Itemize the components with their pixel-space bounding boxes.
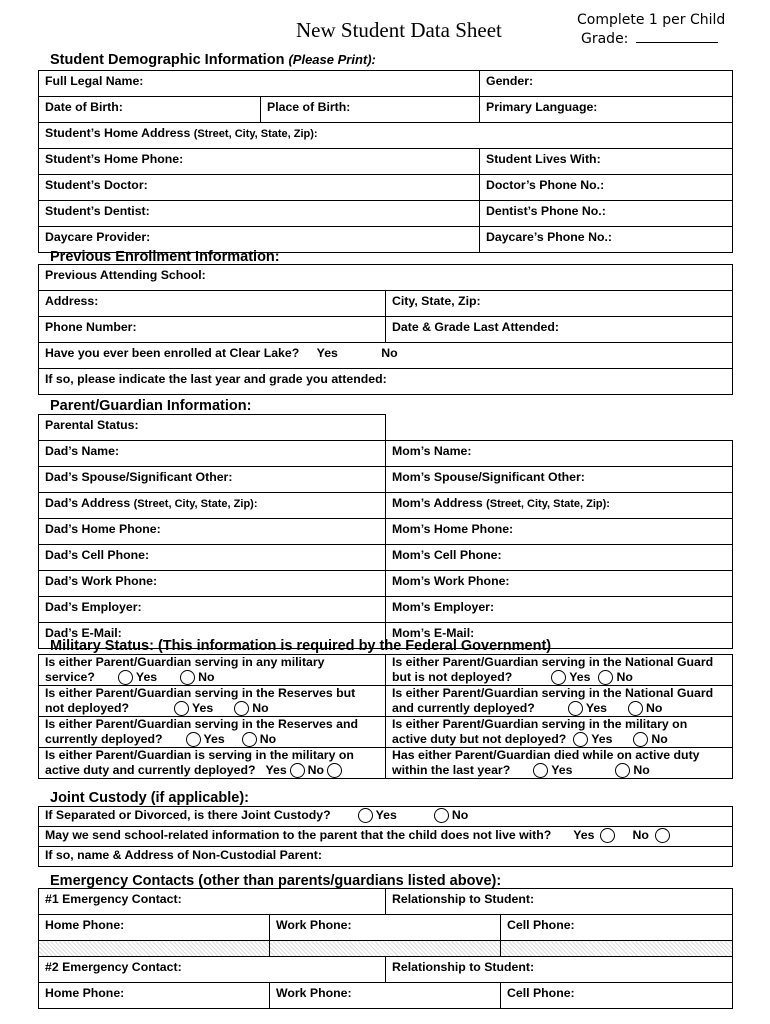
- emergency-1-work-phone[interactable]: Work Phone:: [270, 915, 501, 941]
- enrollment-table: [38, 264, 733, 395]
- military-section-title: Military Status: (This information is required by the Federal Government): [50, 638, 552, 654]
- q1-yes-radio[interactable]: [118, 670, 133, 685]
- last-year-grade-field[interactable]: If so, please indicate the last year and grade you attended:: [39, 369, 733, 395]
- q8-yes-radio[interactable]: [533, 763, 548, 778]
- dentist-phone-field[interactable]: Dentist’s Phone No.:: [480, 201, 733, 227]
- q2-yes-radio[interactable]: [551, 670, 566, 685]
- q5-no-radio[interactable]: [242, 732, 257, 747]
- enrolled-question: Have you ever been enrolled at Clear Lake? Yes No: [39, 343, 733, 369]
- q6-yes-radio[interactable]: [573, 732, 588, 747]
- non-custodial-parent-field[interactable]: If so, name & Address of Non-Custodial Parent:: [39, 847, 733, 867]
- emergency-1-cell-phone[interactable]: Cell Phone:: [501, 915, 733, 941]
- dad-spouse-field[interactable]: Dad’s Spouse/Significant Other:: [39, 467, 386, 493]
- emergency-relationship-2-field[interactable]: Relationship to Student:: [386, 957, 733, 983]
- emergency-2-work-phone[interactable]: Work Phone:: [270, 983, 501, 1009]
- date-grade-field[interactable]: Date & Grade Last Attended:: [386, 317, 733, 343]
- grade-input-line[interactable]: [636, 30, 718, 43]
- dad-email-field[interactable]: Dad’s E-Mail:: [39, 623, 386, 649]
- dad-home-phone-field[interactable]: Dad’s Home Phone:: [39, 519, 386, 545]
- previous-phone-field[interactable]: Phone Number:: [39, 317, 386, 343]
- grade-field: [577, 30, 725, 49]
- dad-employer-field[interactable]: Dad’s Employer:: [39, 597, 386, 623]
- emergency-2-cell-phone[interactable]: Cell Phone:: [501, 983, 733, 1009]
- emergency-1-home-phone[interactable]: Home Phone:: [39, 915, 270, 941]
- dad-work-field[interactable]: Dad’s Work Phone:: [39, 571, 386, 597]
- lives-with-field[interactable]: Student Lives With:: [480, 149, 733, 175]
- custody-table: [38, 806, 733, 867]
- q2-no-radio[interactable]: [598, 670, 613, 685]
- page-title: New Student Data Sheet: [296, 18, 502, 42]
- custody-q2: May we send school-related information to the parent that the child does not live with? Yes No: [39, 827, 733, 847]
- emergency-relationship-1-field[interactable]: Relationship to Student:: [386, 889, 733, 915]
- doctor-field[interactable]: Student’s Doctor:: [39, 175, 480, 201]
- military-q4: Is either Parent/Guardian serving in the National Guard and currently deployed? Yes No: [386, 686, 733, 717]
- full-legal-name-field[interactable]: Full Legal Name:: [39, 71, 480, 97]
- mom-work-field[interactable]: Mom’s Work Phone:: [386, 571, 733, 597]
- dad-address-field[interactable]: Dad’s Address (Street, City, State, Zip):: [39, 493, 386, 519]
- military-q3: Is either Parent/Guardian serving in the Reserves but not deployed? Yes No: [39, 686, 386, 717]
- enrolled-yes[interactable]: Yes: [316, 346, 338, 360]
- home-phone-field[interactable]: Student’s Home Phone:: [39, 149, 480, 175]
- enrolled-no[interactable]: No: [381, 346, 398, 360]
- previous-city-state-zip-field[interactable]: City, State, Zip:: [386, 291, 733, 317]
- q8-no-radio[interactable]: [615, 763, 630, 778]
- emergency-contact-1-field[interactable]: #1 Emergency Contact:: [39, 889, 386, 915]
- dad-cell-field[interactable]: Dad’s Cell Phone:: [39, 545, 386, 571]
- daycare-field[interactable]: Daycare Provider:: [39, 227, 480, 253]
- demographic-note: (Please Print):: [288, 52, 376, 67]
- q6-no-radio[interactable]: [633, 732, 648, 747]
- military-q1: Is either Parent/Guardian serving in any military service? Yes No: [39, 655, 386, 686]
- mom-cell-field[interactable]: Mom’s Cell Phone:: [386, 545, 733, 571]
- enrollment-section-title: Previous Enrollment Information:: [50, 249, 280, 265]
- mom-name-field[interactable]: Mom’s Name:: [386, 441, 733, 467]
- demographic-title-text: Student Demographic Information: [50, 52, 285, 68]
- q4-no-radio[interactable]: [628, 701, 643, 716]
- shaded-divider: [501, 941, 733, 957]
- mom-home-phone-field[interactable]: Mom’s Home Phone:: [386, 519, 733, 545]
- dentist-field[interactable]: Student’s Dentist:: [39, 201, 480, 227]
- gender-field[interactable]: Gender:: [480, 71, 733, 97]
- previous-address-field[interactable]: Address:: [39, 291, 386, 317]
- doctor-phone-field[interactable]: Doctor’s Phone No.:: [480, 175, 733, 201]
- custody-q1-no-radio[interactable]: [434, 808, 449, 823]
- custody-q2-yes-radio[interactable]: [600, 828, 615, 843]
- custody-q1-yes-radio[interactable]: [358, 808, 373, 823]
- emergency-2-home-phone[interactable]: Home Phone:: [39, 983, 270, 1009]
- custody-q1: If Separated or Divorced, is there Joint Custody? Yes No: [39, 807, 733, 827]
- military-q2: Is either Parent/Guardian serving in the National Guard but is not deployed? Yes No: [386, 655, 733, 686]
- q7-no-radio[interactable]: [327, 763, 342, 778]
- q5-yes-radio[interactable]: [186, 732, 201, 747]
- grade-label: Grade:: [581, 31, 629, 47]
- previous-school-field[interactable]: Previous Attending School:: [39, 265, 733, 291]
- place-of-birth-field[interactable]: Place of Birth:: [261, 97, 480, 123]
- q4-yes-radio[interactable]: [568, 701, 583, 716]
- daycare-phone-field[interactable]: Daycare’s Phone No.:: [480, 227, 733, 253]
- mom-address-field[interactable]: Mom’s Address (Street, City, State, Zip):: [386, 493, 733, 519]
- military-q8: Has either Parent/Guardian died while on active duty within the last year? Yes No: [386, 748, 733, 779]
- dad-name-field[interactable]: Dad’s Name:: [39, 441, 386, 467]
- custody-q2-no-radio[interactable]: [655, 828, 670, 843]
- q7-yes-radio[interactable]: [290, 763, 305, 778]
- header-note: [577, 11, 725, 49]
- q1-no-radio[interactable]: [180, 670, 195, 685]
- q3-yes-radio[interactable]: [174, 701, 189, 716]
- military-q5: Is either Parent/Guardian serving in the Reserves and currently deployed? Yes No: [39, 717, 386, 748]
- demographic-table: [38, 70, 733, 253]
- emergency-table: [38, 888, 733, 1009]
- home-address-field[interactable]: Student’s Home Address (Street, City, State, Zip):: [39, 123, 733, 149]
- military-table: [38, 654, 733, 779]
- mom-spouse-field[interactable]: Mom’s Spouse/Significant Other:: [386, 467, 733, 493]
- emergency-section-title: Emergency Contacts (other than parents/guardians listed above):: [50, 873, 502, 889]
- emergency-contact-2-field[interactable]: #2 Emergency Contact:: [39, 957, 386, 983]
- parents-table: [38, 414, 733, 649]
- parents-section-title: Parent/Guardian Information:: [50, 398, 252, 414]
- q3-no-radio[interactable]: [234, 701, 249, 716]
- shaded-divider: [39, 941, 270, 957]
- mom-email-field[interactable]: Mom’s E-Mail:: [386, 623, 733, 649]
- parental-status-blank: [386, 415, 733, 441]
- mom-employer-field[interactable]: Mom’s Employer:: [386, 597, 733, 623]
- military-q6: Is either Parent/Guardian serving in the military on active duty but not deployed? Yes No: [386, 717, 733, 748]
- parental-status-field[interactable]: Parental Status:: [39, 415, 386, 441]
- primary-language-field[interactable]: Primary Language:: [480, 97, 733, 123]
- shaded-divider: [270, 941, 501, 957]
- dob-field[interactable]: Date of Birth:: [39, 97, 261, 123]
- complete-note: Complete 1 per Child: [577, 12, 726, 28]
- military-q7: Is either Parent/Guardian is serving in the military on active duty and currently deployed? Yes No: [39, 748, 386, 779]
- custody-section-title: Joint Custody (if applicable):: [50, 790, 249, 806]
- demographic-section-title: [50, 52, 376, 68]
